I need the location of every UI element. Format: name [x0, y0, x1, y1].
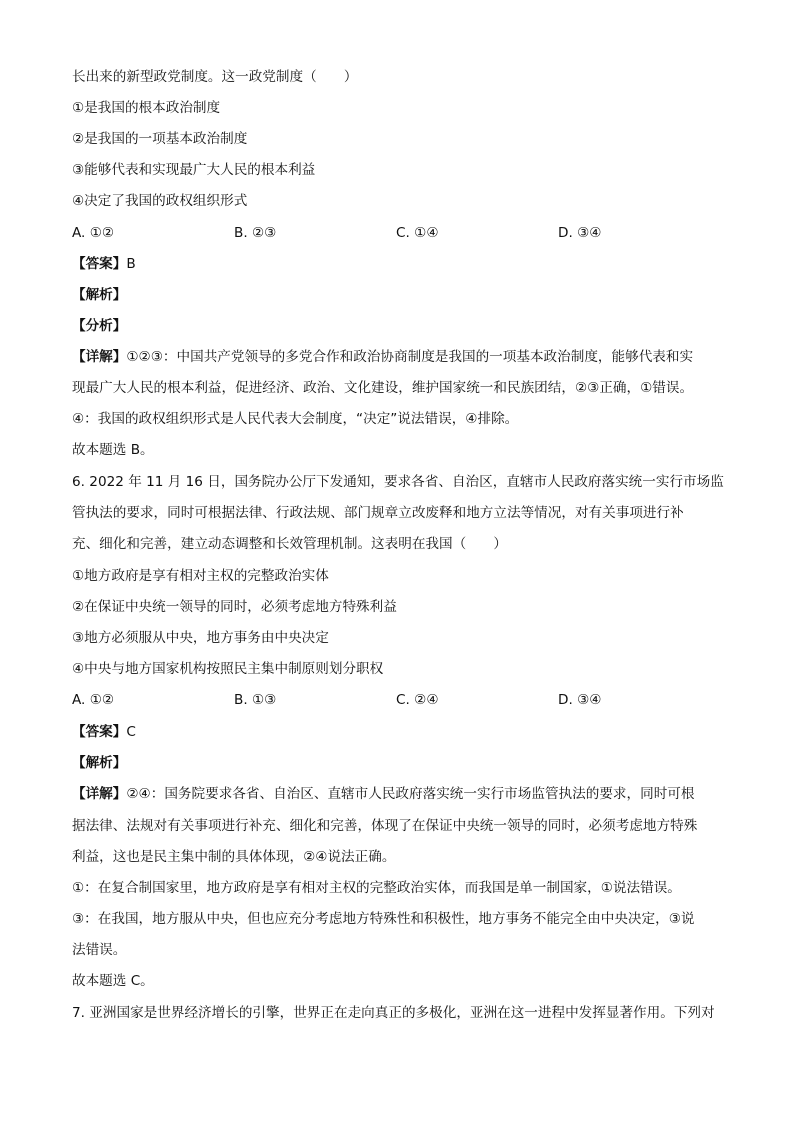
q6-option-b: B. ①③ [234, 692, 277, 708]
q6-detail-line-1 [72, 784, 724, 804]
q5-analysis-tag: 【解析】 [72, 287, 127, 303]
q6-detail-text-1: ②④：国务院要求各省、自治区、直辖市人民政府落实统一实行市场监管执法的要求，同时可根 [126, 786, 695, 802]
q6-detail-line-2: 据法律、法规对有关事项进行补充、细化和完善，体现了在保证中央统一领导的同时，必须考虑地方特殊 [72, 818, 698, 834]
q5-answer [72, 254, 724, 274]
q5-fenxi-tag: 【分析】 [72, 318, 127, 334]
q6-analysis-tag: 【解析】 [72, 755, 127, 771]
q7-stem-line-1: 7. 亚洲国家是世界经济增长的引擎，世界正在走向真正的多极化，亚洲在这一进程中发挥显著作用。下列对 [72, 1005, 715, 1021]
q6-conclusion: 故本题选 C。 [72, 973, 154, 989]
q5-item-1: ①是我国的根本政治制度 [72, 100, 221, 116]
q6-answer-tag: 【答案】 [72, 724, 127, 740]
q5-item-4: ④决定了我国的政权组织形式 [72, 193, 248, 209]
q5-option-b: B. ②③ [234, 225, 277, 241]
q5-item-3: ③能够代表和实现最广大人民的根本利益 [72, 162, 316, 178]
q6-option-c: C. ②④ [396, 692, 439, 708]
q6-answer-value: C [126, 724, 136, 740]
q5-option-c: C. ①④ [396, 225, 439, 241]
q5-detail-tag: 【详解】 [72, 349, 127, 365]
q5-detail-line-2: 现最广大人民的根本利益，促进经济、政治、文化建设，维护国家统一和民族团结，②③正确，①错误。 [72, 380, 694, 396]
q5-answer-value: B [126, 256, 136, 272]
q5-item-2: ②是我国的一项基本政治制度 [72, 131, 248, 147]
q5-detail-line-1 [72, 347, 724, 367]
q6-extra-line-3: 法错误。 [72, 942, 127, 958]
q5-option-d: D. ③④ [558, 225, 602, 241]
q6-item-2: ②在保证中央统一领导的同时，必须考虑地方特殊利益 [72, 599, 397, 615]
q6-detail-line-3: 利益，这也是民主集中制的具体体现，②④说法正确。 [72, 849, 396, 865]
q5-detail-line-3: ④：我国的政权组织形式是人民代表大会制度，“决定”说法错误，④排除。 [72, 411, 519, 427]
q6-item-3: ③地方必须服从中央，地方事务由中央决定 [72, 630, 329, 646]
q5-conclusion: 故本题选 B。 [72, 442, 154, 458]
q6-extra-line-1: ①：在复合制国家里，地方政府是享有相对主权的完整政治实体，而我国是单一制国家，①说法错误。 [72, 880, 681, 896]
q6-extra-line-2: ③：在我国，地方服从中央，但也应充分考虑地方特殊性和积极性，地方事务不能完全由中央决定，③说 [72, 911, 695, 927]
q6-stem-line-1: 6. 2022 年 11 月 16 日，国务院办公厅下发通知，要求各省、自治区，直辖市人民政府落实统一实行市场监 [72, 474, 724, 490]
q6-detail-tag: 【详解】 [72, 786, 127, 802]
q6-option-d: D. ③④ [558, 692, 602, 708]
q6-option-a: A. ①② [72, 692, 115, 708]
q5-option-a: A. ①② [72, 225, 115, 241]
q5-answer-tag: 【答案】 [72, 256, 127, 272]
q6-stem-line-3: 充、细化和完善，建立动态调整和长效管理机制。这表明在我国（ ） [72, 536, 507, 552]
q6-answer [72, 722, 724, 742]
q6-stem-line-2: 管执法的要求，同时可根据法律、行政法规、部门规章立改废释和地方立法等情况，对有关事项进行补 [72, 505, 684, 521]
q6-item-1: ①地方政府是享有相对主权的完整政治实体 [72, 568, 329, 584]
q6-item-4: ④中央与地方国家机构按照民主集中制原则划分职权 [72, 661, 384, 677]
q5-detail-text-1: ①②③：中国共产党领导的多党合作和政治协商制度是我国的一项基本政治制度，能够代表和实 [126, 349, 694, 365]
q5-stem: 长出来的新型政党制度。这一政党制度（ ） [72, 69, 358, 85]
